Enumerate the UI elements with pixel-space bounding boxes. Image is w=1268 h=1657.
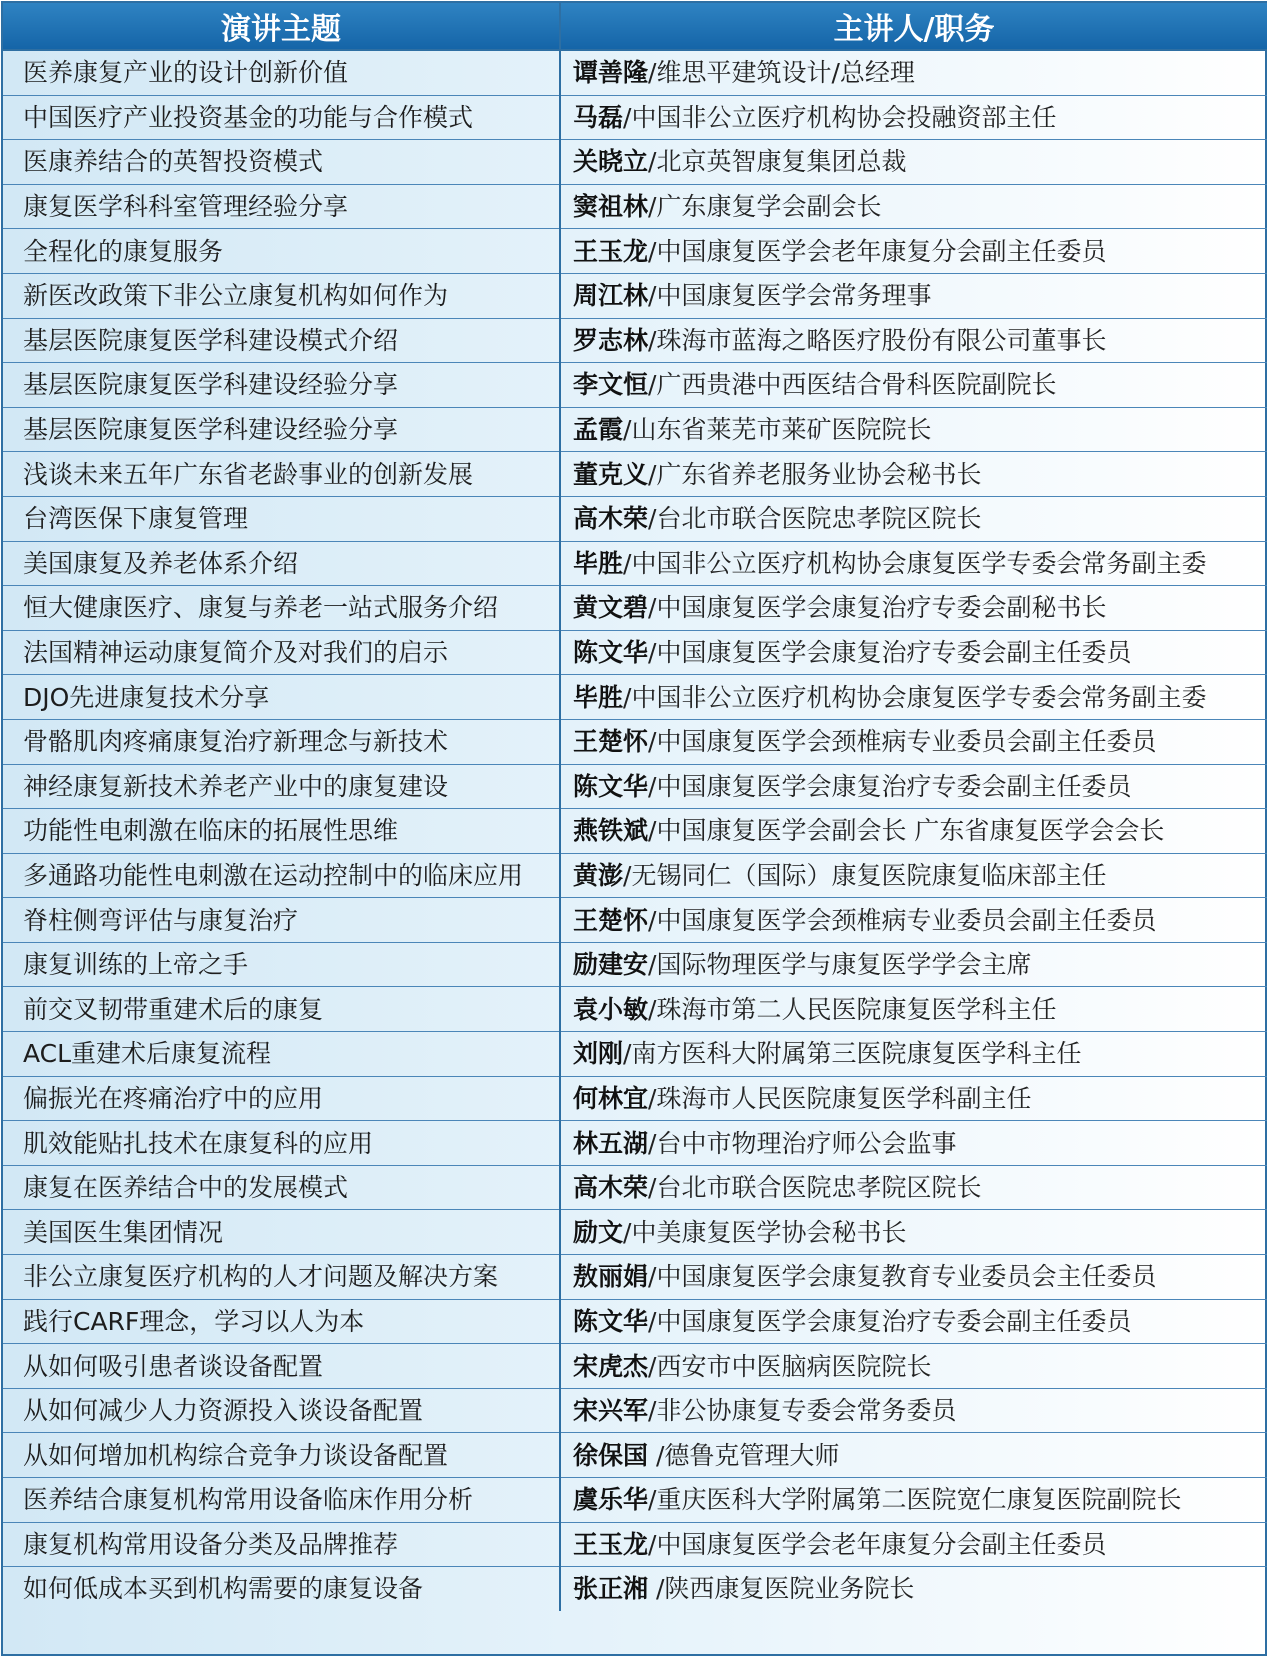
topic-cell: 前交叉韧带重建术后的康复 bbox=[3, 987, 560, 1032]
table-row bbox=[3, 496, 1267, 541]
speaker-cell bbox=[560, 229, 1267, 274]
speaker-title: /中国非公立医疗机构协会康复医学专委会常务副主委 bbox=[623, 548, 1207, 578]
speaker-cell bbox=[560, 318, 1267, 363]
speaker-title: /中国康复医学会康复治疗专委会副主任委员 bbox=[648, 638, 1132, 668]
speaker-name: 王楚怀 bbox=[573, 727, 649, 757]
table-row bbox=[3, 407, 1267, 452]
table-row bbox=[3, 942, 1267, 987]
speaker-cell bbox=[560, 1121, 1267, 1166]
topic-cell: 功能性电刺激在临床的拓展性思维 bbox=[3, 809, 560, 854]
table-header-row bbox=[3, 3, 1267, 50]
topic-cell: 从如何吸引患者谈设备配置 bbox=[3, 1344, 560, 1389]
speaker-title: /珠海市第二人民医院康复医学科主任 bbox=[648, 994, 1057, 1024]
topic-cell: 肌效能贴扎技术在康复科的应用 bbox=[3, 1121, 560, 1166]
table-row bbox=[3, 1032, 1267, 1077]
speaker-title: /北京英智康复集团总裁 bbox=[648, 147, 907, 177]
speaker-name: 王玉龙 bbox=[573, 236, 649, 266]
table-row bbox=[3, 675, 1267, 720]
table-row bbox=[3, 273, 1267, 318]
table-row bbox=[3, 1567, 1267, 1611]
speaker-column-header: 主讲人/职务 bbox=[560, 3, 1267, 50]
topic-cell: 康复医学科科室管理经验分享 bbox=[3, 184, 560, 229]
schedule-sheet bbox=[1, 1, 1267, 1656]
speaker-title: /台北市联合医院忠孝院区院长 bbox=[648, 1173, 982, 1203]
speaker-cell bbox=[560, 764, 1267, 809]
speaker-title: /广西贵港中西医结合骨科医院副院长 bbox=[648, 370, 1057, 400]
topic-cell: 中国医疗产业投资基金的功能与合作模式 bbox=[3, 95, 560, 140]
topic-cell: 恒大健康医疗、康复与养老一站式服务介绍 bbox=[3, 586, 560, 631]
table-row bbox=[3, 764, 1267, 809]
speaker-title: /德鲁克管理大师 bbox=[648, 1440, 840, 1470]
table-body bbox=[3, 50, 1267, 1611]
topic-cell: 神经康复新技术养老产业中的康复建设 bbox=[3, 764, 560, 809]
speaker-title: /重庆医科大学附属第二医院宽仁康复医院副院长 bbox=[648, 1485, 1182, 1515]
speaker-cell bbox=[560, 719, 1267, 764]
speaker-title: /台中市物理治疗师公会监事 bbox=[648, 1128, 957, 1158]
table-row bbox=[3, 229, 1267, 274]
table-row bbox=[3, 853, 1267, 898]
speaker-name: 罗志林 bbox=[573, 325, 649, 355]
topic-cell: 脊柱侧弯评估与康复治疗 bbox=[3, 898, 560, 943]
speaker-cell bbox=[560, 496, 1267, 541]
topic-cell: 基层医院康复医学科建设经验分享 bbox=[3, 407, 560, 452]
speaker-name: 林五湖 bbox=[573, 1128, 649, 1158]
speaker-name: 徐保国 bbox=[573, 1440, 649, 1470]
table-row bbox=[3, 1165, 1267, 1210]
speaker-name: 马磊 bbox=[573, 102, 624, 132]
speaker-name: 毕胜 bbox=[573, 682, 624, 712]
speaker-cell bbox=[560, 1299, 1267, 1344]
speaker-cell bbox=[560, 1344, 1267, 1389]
speaker-title: /中国康复医学会康复治疗专委会副秘书长 bbox=[648, 593, 1107, 623]
speaker-cell bbox=[560, 675, 1267, 720]
topic-cell: 践行CARF理念，学习以人为本 bbox=[3, 1299, 560, 1344]
speaker-name: 关晓立 bbox=[573, 147, 649, 177]
speaker-table bbox=[3, 3, 1267, 1611]
topic-cell: 康复在医养结合中的发展模式 bbox=[3, 1165, 560, 1210]
speaker-name: 敖丽娟 bbox=[573, 1262, 649, 1292]
speaker-cell bbox=[560, 452, 1267, 497]
topic-cell: 多通路功能性电刺激在运动控制中的临床应用 bbox=[3, 853, 560, 898]
topic-cell: 康复训练的上帝之手 bbox=[3, 942, 560, 987]
speaker-cell bbox=[560, 1255, 1267, 1300]
table-row bbox=[3, 452, 1267, 497]
speaker-title: /珠海市蓝海之略医疗股份有限公司董事长 bbox=[648, 325, 1107, 355]
speaker-title: /中国非公立医疗机构协会康复医学专委会常务副主委 bbox=[623, 682, 1207, 712]
table-row bbox=[3, 140, 1267, 185]
speaker-title: /中国康复医学会老年康复分会副主任委员 bbox=[648, 1529, 1107, 1559]
speaker-title: /中国康复医学会颈椎病专业委员会副主任委员 bbox=[648, 905, 1157, 935]
speaker-title: /中国康复医学会康复教育专业委员会主任委员 bbox=[648, 1262, 1157, 1292]
speaker-cell bbox=[560, 1032, 1267, 1077]
speaker-name: 励建安 bbox=[573, 950, 649, 980]
table-row bbox=[3, 1433, 1267, 1478]
speaker-title: /陕西康复医院业务院长 bbox=[648, 1574, 915, 1604]
speaker-cell bbox=[560, 1210, 1267, 1255]
speaker-cell bbox=[560, 273, 1267, 318]
topic-cell: 浅谈未来五年广东省老龄事业的创新发展 bbox=[3, 452, 560, 497]
speaker-name: 燕铁斌 bbox=[573, 816, 649, 846]
speaker-title: /非公协康复专委会常务委员 bbox=[648, 1396, 957, 1426]
speaker-name: 何林宜 bbox=[573, 1083, 649, 1113]
speaker-name: 励文 bbox=[573, 1217, 624, 1247]
topic-cell: DJO先进康复技术分享 bbox=[3, 675, 560, 720]
speaker-cell bbox=[560, 1388, 1267, 1433]
speaker-name: 宋兴军 bbox=[573, 1396, 649, 1426]
speaker-title: /西安市中医脑病医院院长 bbox=[648, 1351, 932, 1381]
table-row bbox=[3, 318, 1267, 363]
speaker-name: 陈文华 bbox=[573, 771, 649, 801]
table-row bbox=[3, 541, 1267, 586]
speaker-name: 窦祖林 bbox=[573, 192, 649, 222]
table-row bbox=[3, 719, 1267, 764]
table-row bbox=[3, 1255, 1267, 1300]
table-row bbox=[3, 1121, 1267, 1166]
table-row bbox=[3, 1522, 1267, 1567]
speaker-cell bbox=[560, 1522, 1267, 1567]
speaker-name: 毕胜 bbox=[573, 548, 624, 578]
topic-cell: 非公立康复医疗机构的人才问题及解决方案 bbox=[3, 1255, 560, 1300]
speaker-name: 高木荣 bbox=[573, 1173, 649, 1203]
topic-cell: 从如何减少人力资源投入谈设备配置 bbox=[3, 1388, 560, 1433]
speaker-cell bbox=[560, 541, 1267, 586]
speaker-name: 高木荣 bbox=[573, 504, 649, 534]
speaker-title: /广东省养老服务业协会秘书长 bbox=[648, 459, 982, 489]
topic-cell: 基层医院康复医学科建设模式介绍 bbox=[3, 318, 560, 363]
table-row bbox=[3, 987, 1267, 1032]
speaker-title: /国际物理医学与康复医学学会主席 bbox=[648, 950, 1032, 980]
speaker-name: 虞乐华 bbox=[573, 1485, 649, 1515]
speaker-title: /中国康复医学会颈椎病专业委员会副主任委员 bbox=[648, 727, 1157, 757]
topic-cell: 康复机构常用设备分类及品牌推荐 bbox=[3, 1522, 560, 1567]
speaker-name: 刘刚 bbox=[573, 1039, 624, 1069]
table-row bbox=[3, 1388, 1267, 1433]
speaker-name: 袁小敏 bbox=[573, 994, 649, 1024]
speaker-name: 黄澎 bbox=[573, 860, 624, 890]
table-row bbox=[3, 1076, 1267, 1121]
speaker-cell bbox=[560, 140, 1267, 185]
speaker-title: /中国康复医学会康复治疗专委会副主任委员 bbox=[648, 771, 1132, 801]
speaker-name: 宋虎杰 bbox=[573, 1351, 649, 1381]
topic-cell: 基层医院康复医学科建设经验分享 bbox=[3, 363, 560, 408]
table-row bbox=[3, 1478, 1267, 1523]
topic-cell: 美国医生集团情况 bbox=[3, 1210, 560, 1255]
speaker-title: /中美康复医学协会秘书长 bbox=[623, 1217, 907, 1247]
speaker-title: /无锡同仁（国际）康复医院康复临床部主任 bbox=[623, 860, 1107, 890]
speaker-name: 董克义 bbox=[573, 459, 649, 489]
topic-cell: 从如何增加机构综合竞争力谈设备配置 bbox=[3, 1433, 560, 1478]
speaker-title: /珠海市人民医院康复医学科副主任 bbox=[648, 1083, 1032, 1113]
speaker-cell bbox=[560, 809, 1267, 854]
speaker-cell bbox=[560, 898, 1267, 943]
speaker-title: /中国康复医学会常务理事 bbox=[648, 281, 932, 311]
topic-cell: 新医改政策下非公立康复机构如何作为 bbox=[3, 273, 560, 318]
topic-cell: 全程化的康复服务 bbox=[3, 229, 560, 274]
speaker-title: /中国康复医学会副会长 广东省康复医学会会长 bbox=[648, 816, 1165, 846]
topic-cell: 医康养结合的英智投资模式 bbox=[3, 140, 560, 185]
speaker-cell bbox=[560, 942, 1267, 987]
speaker-cell bbox=[560, 586, 1267, 631]
topic-cell: 法国精神运动康复简介及对我们的启示 bbox=[3, 630, 560, 675]
speaker-title: /台北市联合医院忠孝院区院长 bbox=[648, 504, 982, 534]
table-row bbox=[3, 898, 1267, 943]
speaker-title: /维思平建筑设计/总经理 bbox=[648, 58, 915, 88]
topic-cell: 台湾医保下康复管理 bbox=[3, 496, 560, 541]
table-row bbox=[3, 184, 1267, 229]
speaker-cell bbox=[560, 1567, 1267, 1611]
speaker-cell bbox=[560, 1076, 1267, 1121]
table-row bbox=[3, 1210, 1267, 1255]
topic-cell: 医养康复产业的设计创新价值 bbox=[3, 50, 560, 95]
speaker-title: /南方医科大附属第三医院康复医学科主任 bbox=[623, 1039, 1082, 1069]
table-row bbox=[3, 630, 1267, 675]
topic-column-header: 演讲主题 bbox=[3, 3, 560, 50]
speaker-cell bbox=[560, 1433, 1267, 1478]
speaker-name: 谭善隆 bbox=[573, 58, 649, 88]
table-row bbox=[3, 586, 1267, 631]
speaker-name: 黄文碧 bbox=[573, 593, 649, 623]
speaker-name: 陈文华 bbox=[573, 638, 649, 668]
speaker-name: 孟霞 bbox=[573, 415, 624, 445]
speaker-title: /中国康复医学会康复治疗专委会副主任委员 bbox=[648, 1306, 1132, 1336]
speaker-cell bbox=[560, 50, 1267, 95]
speaker-cell bbox=[560, 1478, 1267, 1523]
speaker-name: 周江林 bbox=[573, 281, 649, 311]
speaker-cell bbox=[560, 363, 1267, 408]
table-row bbox=[3, 809, 1267, 854]
speaker-cell bbox=[560, 95, 1267, 140]
speaker-title: /广东康复学会副会长 bbox=[648, 192, 882, 222]
topic-cell: 偏振光在疼痛治疗中的应用 bbox=[3, 1076, 560, 1121]
speaker-name: 陈文华 bbox=[573, 1306, 649, 1336]
speaker-cell bbox=[560, 853, 1267, 898]
table-row bbox=[3, 95, 1267, 140]
speaker-name: 王楚怀 bbox=[573, 905, 649, 935]
speaker-title: /山东省莱芜市莱矿医院院长 bbox=[623, 415, 932, 445]
speaker-title: /中国康复医学会老年康复分会副主任委员 bbox=[648, 236, 1107, 266]
speaker-cell bbox=[560, 630, 1267, 675]
topic-cell: 美国康复及养老体系介绍 bbox=[3, 541, 560, 586]
topic-cell: ACL重建术后康复流程 bbox=[3, 1032, 560, 1077]
speaker-name: 王玉龙 bbox=[573, 1529, 649, 1559]
table-row bbox=[3, 1344, 1267, 1389]
table-row bbox=[3, 1299, 1267, 1344]
speaker-name: 李文恒 bbox=[573, 370, 649, 400]
speaker-title: /中国非公立医疗机构协会投融资部主任 bbox=[623, 102, 1057, 132]
speaker-cell bbox=[560, 407, 1267, 452]
speaker-cell bbox=[560, 987, 1267, 1032]
speaker-name: 张正湘 bbox=[573, 1574, 649, 1604]
table-row bbox=[3, 363, 1267, 408]
speaker-cell bbox=[560, 184, 1267, 229]
topic-cell: 如何低成本买到机构需要的康复设备 bbox=[3, 1567, 560, 1611]
speaker-cell bbox=[560, 1165, 1267, 1210]
table-row bbox=[3, 50, 1267, 95]
topic-cell: 医养结合康复机构常用设备临床作用分析 bbox=[3, 1478, 560, 1523]
topic-cell: 骨骼肌肉疼痛康复治疗新理念与新技术 bbox=[3, 719, 560, 764]
